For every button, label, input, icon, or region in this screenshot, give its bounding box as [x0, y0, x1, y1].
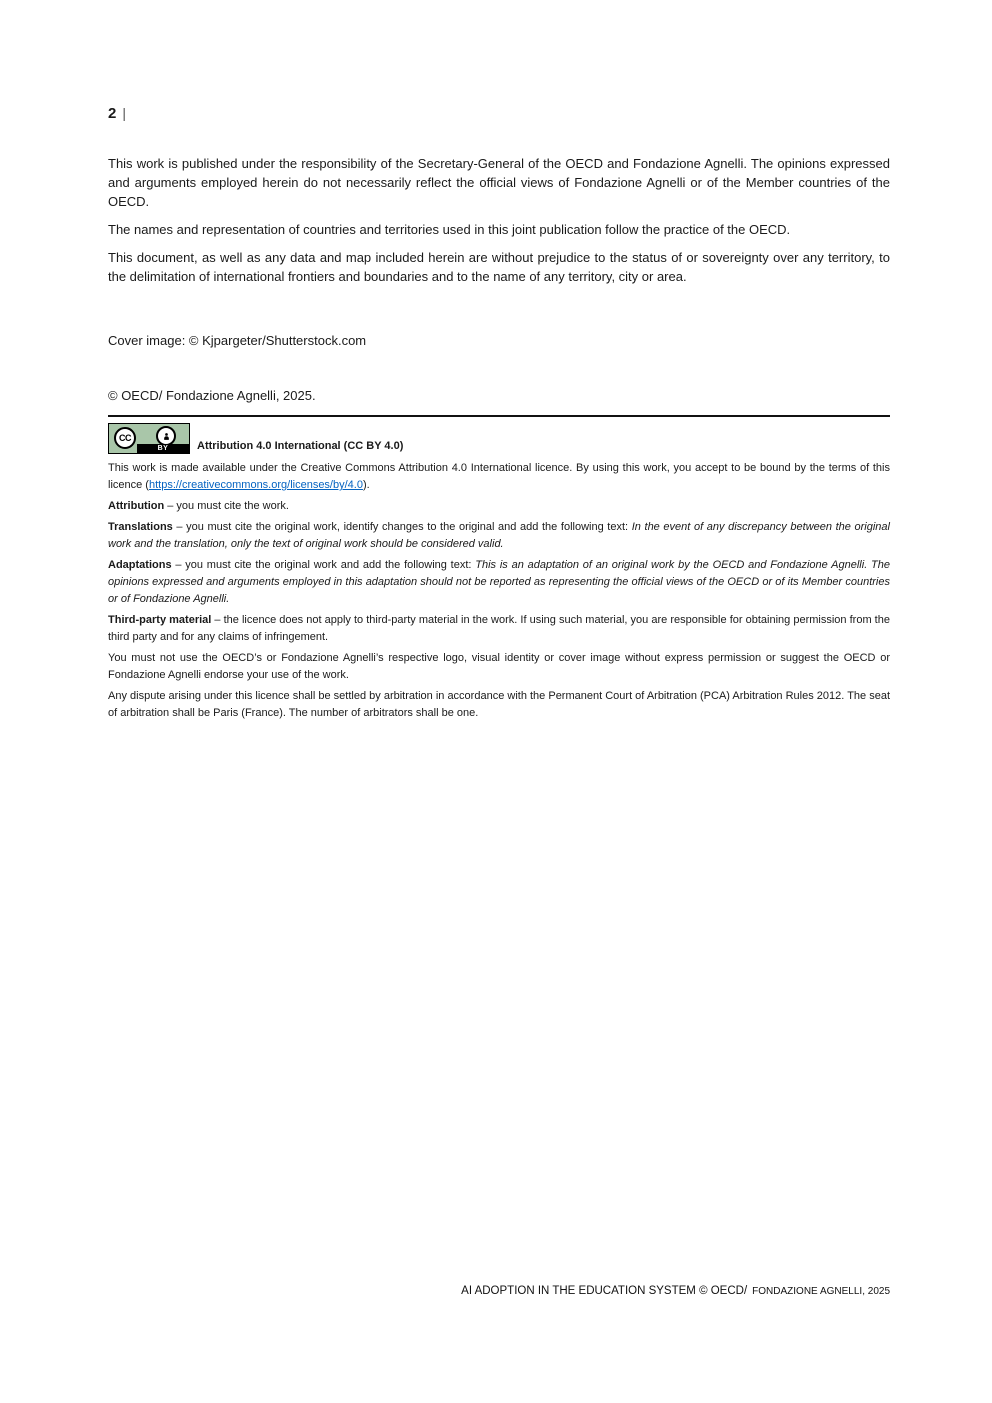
page-number — [108, 104, 890, 123]
license-intro-suffix: ). — [362, 479, 370, 491]
license-intro-text: This work is made available under the Creative Commons Attribution 4.0 International licence. By using this work, you accept to be bound by the terms of this licence ( — [108, 462, 890, 491]
license-logo-restriction-paragraph: You must not use the OECD’s or Fondazione Agnelli’s respective logo, visual identity or cover image without express permission or suggest the OECD or Fondazione Agnelli endorse your use of the work. — [108, 652, 890, 681]
license-item-lead: Third-party material — [108, 614, 212, 626]
footer-main-text: AI ADOPTION IN THE EDUCATION SYSTEM © OECD/ — [461, 1285, 748, 1297]
cover-image-credit: Cover image: © Kjpargeter/Shutterstock.com — [108, 333, 367, 348]
license-badge-row — [108, 423, 890, 454]
cc-icon-label: CC — [119, 433, 131, 443]
cc-icon — [114, 427, 136, 449]
license-link[interactable]: https://creativecommons.org/licenses/by/4.0 — [148, 479, 363, 491]
license-item-italic: In the event of any discrepancy between the original work and the translation, only the text of original work should be considered valid. — [108, 521, 890, 550]
responsibility-paragraph: This work is published under the responsibility of the Secretary-General of the OECD and Fondazione Agnelli. The opinions expressed and arguments employed herein do not necessarily reflect the official views of Fondazione Agnelli or of the Member countries of the OECD. — [108, 156, 890, 209]
divider-rule — [108, 415, 890, 417]
license-item-translations — [108, 519, 890, 553]
footer-running-title — [461, 1285, 890, 1297]
license-item-italic: This is an adaptation of an original work by the OECD and Fondazione Agnelli. The opinions expressed and arguments employed in this adaptation should not be reported as representing the official views of the OECD or of its Member countries or of Fondazione Agnelli. — [108, 559, 890, 605]
by-label: BY — [137, 444, 189, 453]
attribution-person-icon — [156, 426, 176, 446]
cc-by-badge — [108, 423, 190, 454]
license-item-lead: Attribution — [108, 500, 165, 512]
license-item-lead: Translations — [108, 521, 173, 533]
license-item-adaptations — [108, 557, 890, 608]
page-number-separator: | — [122, 105, 126, 121]
names-representation-paragraph: The names and representation of countries and territories used in this joint publication follow the practice of the OECD. — [108, 222, 791, 237]
license-item-attribution — [108, 498, 890, 515]
license-item-text: – you must cite the original work, identify changes to the original and add the following text: — [172, 521, 632, 533]
license-block — [108, 460, 890, 722]
license-title: Attribution 4.0 International (CC BY 4.0) — [197, 440, 404, 452]
license-arbitration-paragraph: Any dispute arising under this licence shall be settled by arbitration in accordance with the Permanent Court of Arbitration (PCA) Arbitration Rules 2012. The seat of arbitration shall be Paris (France). The number of arbitrators shall be one. — [108, 690, 890, 719]
license-intro — [108, 460, 890, 494]
territory-disclaimer-paragraph: This document, as well as any data and map included herein are without prejudice to the status of or sovereignty over any territory, to the delimitation of international frontiers and boundaries and to the name of any territory, city or area. — [108, 250, 890, 284]
copyright-line: © OECD/ Fondazione Agnelli, 2025. — [108, 388, 316, 403]
license-item-text: – you must cite the original work and add the following text: — [171, 559, 476, 571]
license-item-text: – you must cite the work. — [164, 500, 289, 512]
footer-secondary-text: FONDAZIONE AGNELLI, 2025 — [752, 1286, 890, 1297]
license-item-third-party — [108, 612, 890, 646]
license-item-text: – the licence does not apply to third-party material in the work. If using such material, you are responsible for obtaining permission from the third party and for any claims of infringement. — [108, 614, 890, 643]
license-item-lead: Adaptations — [108, 559, 172, 571]
page-number-value: 2 — [108, 105, 117, 122]
